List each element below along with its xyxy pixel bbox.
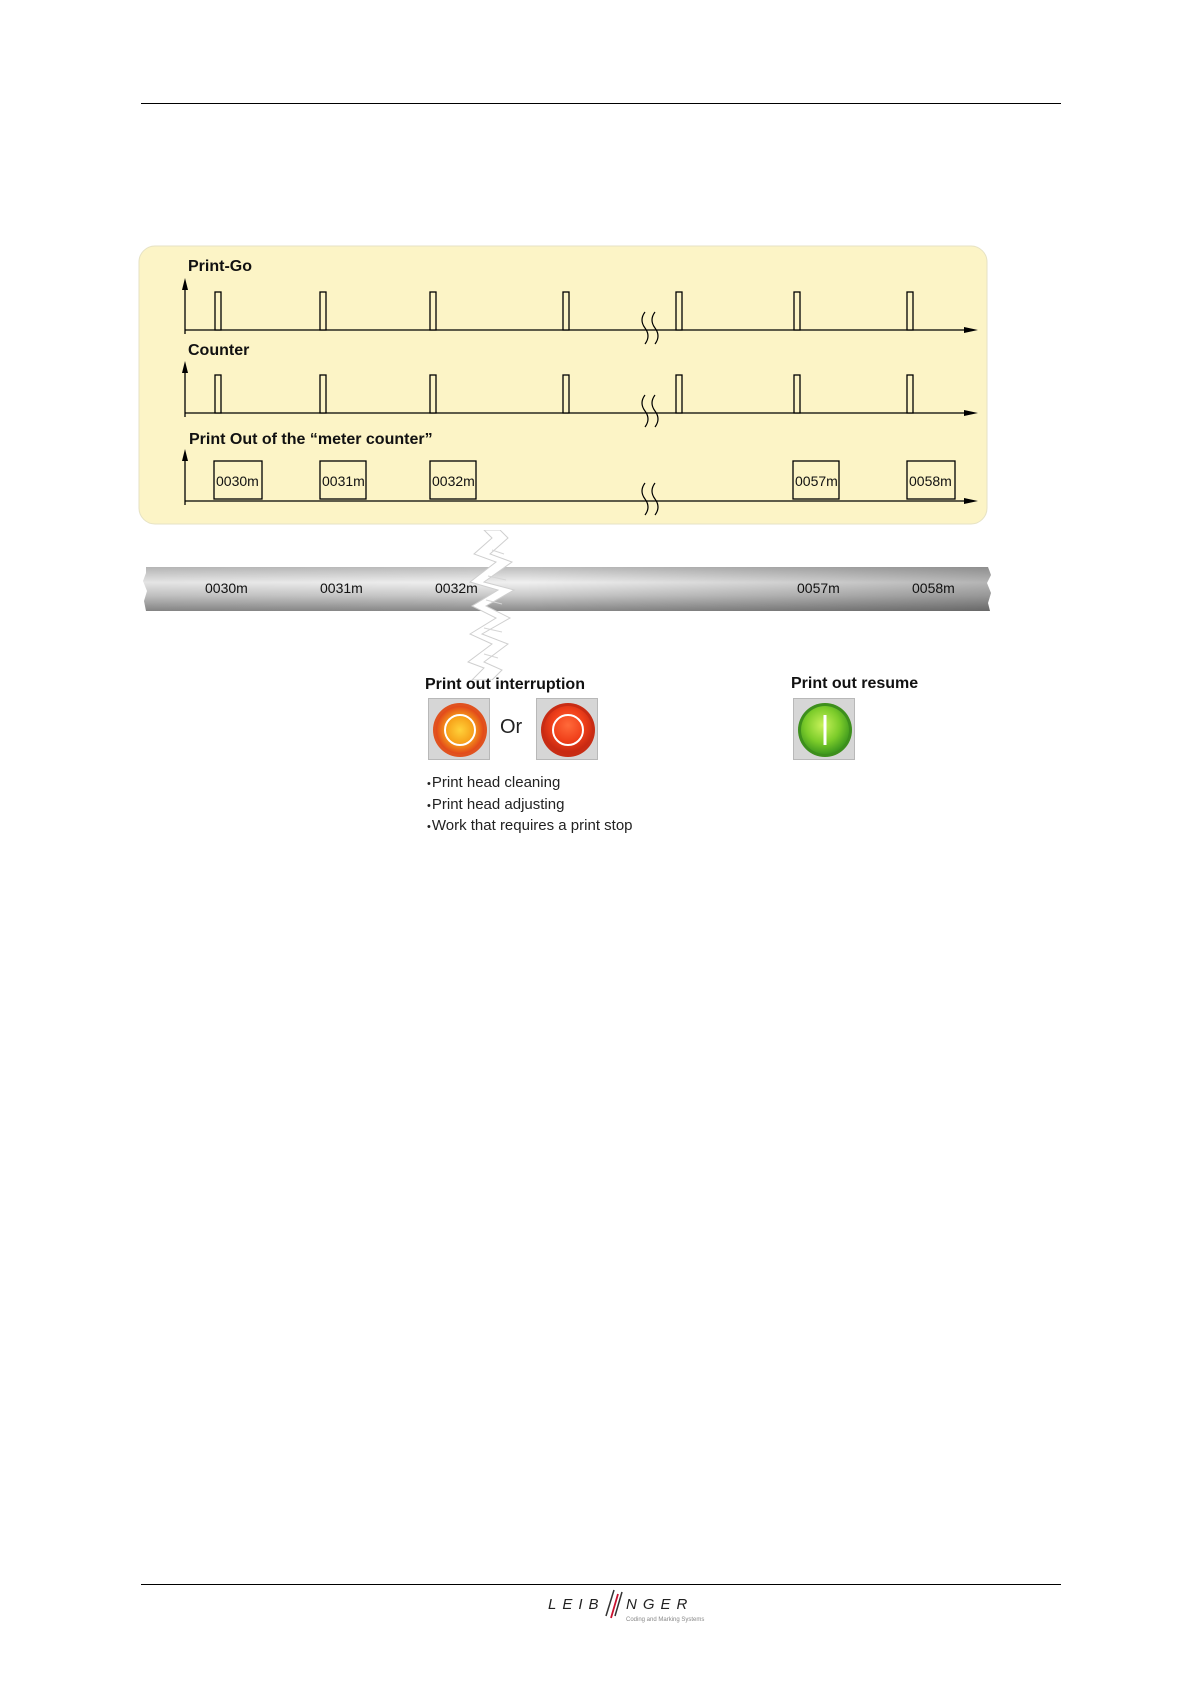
tape-meter-label: 0031m [320, 580, 363, 596]
pulse-mark [794, 292, 800, 330]
reason-item: • Print head cleaning [427, 773, 633, 795]
print-box-label: 0030m [216, 473, 259, 489]
row-label: Counter [188, 342, 250, 359]
print-box-label: 0032m [432, 473, 475, 489]
row-label: Print-Go [188, 258, 252, 275]
tape-meter-label: 0058m [912, 580, 955, 596]
start-button[interactable] [793, 698, 855, 760]
footer-rule [141, 1584, 1061, 1585]
pulse-mark [676, 292, 682, 330]
pulse-mark [430, 292, 436, 330]
material-web-strip [142, 565, 992, 613]
stop-button[interactable] [536, 698, 598, 760]
pulse-mark [430, 375, 436, 413]
pulse-mark [215, 375, 221, 413]
row-label: Print Out of the “meter counter” [189, 431, 433, 448]
print-box-label: 0057m [795, 473, 838, 489]
pause-button[interactable] [428, 698, 490, 760]
or-label: Or [500, 716, 523, 738]
tape-break-icon [462, 530, 542, 680]
reason-item: • Print head adjusting [427, 795, 633, 817]
resume-title: Print out resume [791, 675, 919, 692]
svg-text:Coding and Marking Systems: Coding and Marking Systems [626, 1617, 705, 1623]
pulse-mark [215, 292, 221, 330]
leibinger-logo [540, 1586, 720, 1626]
tape-meter-label: 0030m [205, 580, 248, 596]
pulse-mark [320, 375, 326, 413]
pulse-mark [794, 375, 800, 413]
interruption-title: Print out interruption [425, 676, 585, 693]
print-box-label: 0058m [909, 473, 952, 489]
pulse-mark [563, 292, 569, 330]
stop-red-icon [537, 699, 599, 761]
header-rule [141, 103, 1061, 104]
tape-meter-label: 0057m [797, 580, 840, 596]
timing-diagram [138, 245, 990, 527]
start-green-icon [794, 699, 856, 761]
pulse-mark [907, 292, 913, 330]
reason-item: • Work that requires a print stop [427, 816, 633, 838]
interruption-reasons [427, 773, 633, 838]
tape-meter-label: 0032m [435, 580, 478, 596]
pulse-mark [676, 375, 682, 413]
pause-orange-icon [429, 699, 491, 761]
pulse-mark [320, 292, 326, 330]
svg-text:LEIB: LEIB [548, 1596, 605, 1613]
pulse-mark [907, 375, 913, 413]
print-box-label: 0031m [322, 473, 365, 489]
svg-text:NGER: NGER [626, 1596, 694, 1613]
pulse-mark [563, 375, 569, 413]
